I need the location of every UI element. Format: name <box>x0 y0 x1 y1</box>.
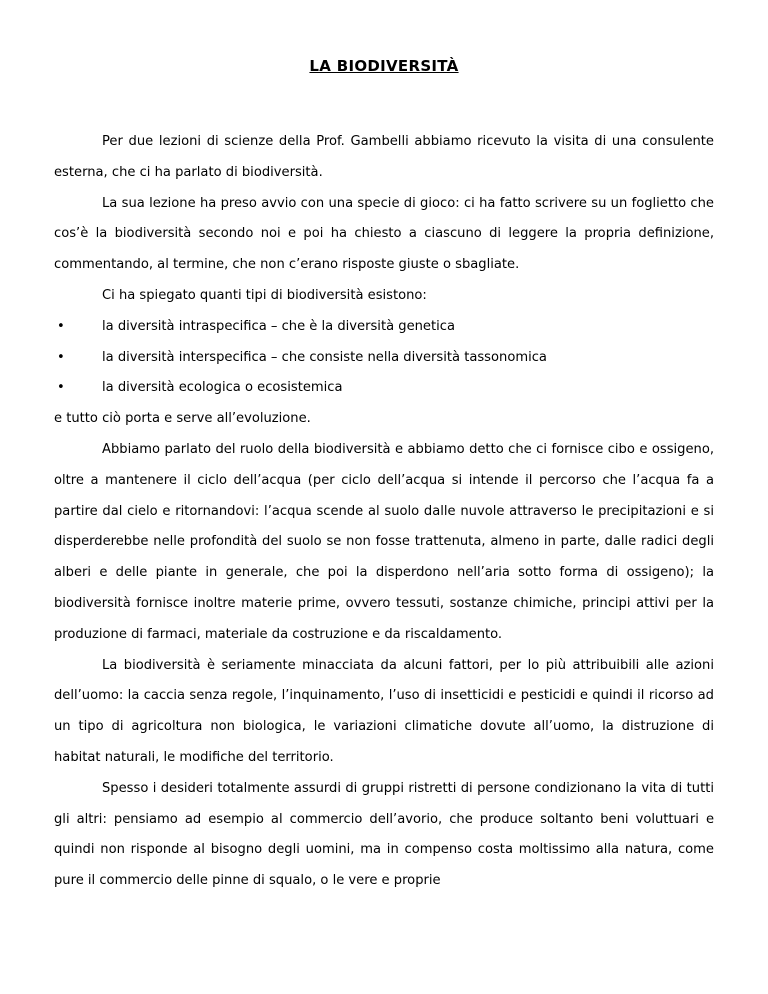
paragraph-intro-1: Per due lezioni di scienze della Prof. Gambelli abbiamo ricevuto la visita di una consulente esterna, che ci ha parlato di biodiversità. <box>54 134 714 180</box>
list-item-text: la diversità ecologica o ecosistemica <box>102 380 343 396</box>
bullet-icon: • <box>57 349 65 365</box>
biodiversity-types-list <box>54 312 714 404</box>
list-item-text: la diversità interspecifica – che consiste nella diversità tassonomica <box>102 349 547 365</box>
paragraph-threats: La biodiversità è seriamente minacciata da alcuni fattori, per lo più attribuibili alle azioni dell’uomo: la caccia senza regole, l’inquinamento, l’uso di insetticidi e pesticidi e quindi il ricorso ad un tipo di agricoltura non biologica, le variazioni climatiche dovute all’uomo, la distruzione di habitat naturali, le modifiche del territorio. <box>54 657 714 765</box>
paragraph-desires: Spesso i desideri totalmente assurdi di gruppi ristretti di persone condizionano la vita di tutti gli altri: pensiamo ad esempio al commercio dell’avorio, che produce soltanto beni voluttuari e quindi non risponde al bisogno degli uomini, ma in compenso costa moltissimo alla natura, come pure il commercio delle pinne di squalo, o le vere e proprie <box>54 780 714 889</box>
list-item <box>54 373 714 404</box>
list-item-text: la diversità intraspecifica – che è la diversità genetica <box>102 318 455 334</box>
list-item <box>54 343 714 374</box>
paragraph-intro-3: Ci ha spiegato quanti tipi di biodiversità esistono: <box>102 287 427 303</box>
paragraph-role: Abbiamo parlato del ruolo della biodiversità e abbiamo detto che ci fornisce cibo e ossigeno, oltre a mantenere il ciclo dell’acqua (per ciclo dell’acqua si intende il percorso che l’acqua fa a partire dal cielo e ritornandovi: l’acqua scende al suolo dalle nuvole attraverso le precipitazioni e si disperderebbe nelle profondità del suolo se non fosse trattenuta, almeno in parte, dalle radici degli alberi e delle piante in generale, che poi la disperdono nell’aria sotto forma di ossigeno); la biodiversità fornisce inoltre materie prime, ovvero tessuti, sostanze chimiche, principi attivi per la produzione di farmaci, materiale da costruzione e da riscaldamento. <box>54 441 714 642</box>
document-page <box>54 0 714 994</box>
paragraph-intro-2: La sua lezione ha preso avvio con una specie di gioco: ci ha fatto scrivere su un foglietto che cos’è la biodiversità secondo noi e poi ha chiesto a ciascuno di leggere la propria definizione, commentando, al termine, che non c’erano risposte giuste o sbagliate. <box>54 195 714 273</box>
list-item <box>54 312 714 343</box>
bullet-icon: • <box>57 380 65 396</box>
page-title: LA BIODIVERSITÀ <box>309 57 459 75</box>
paragraph-after-list: e tutto ciò porta e serve all’evoluzione. <box>54 411 311 427</box>
bullet-icon: • <box>57 318 65 334</box>
document-body <box>54 127 714 897</box>
